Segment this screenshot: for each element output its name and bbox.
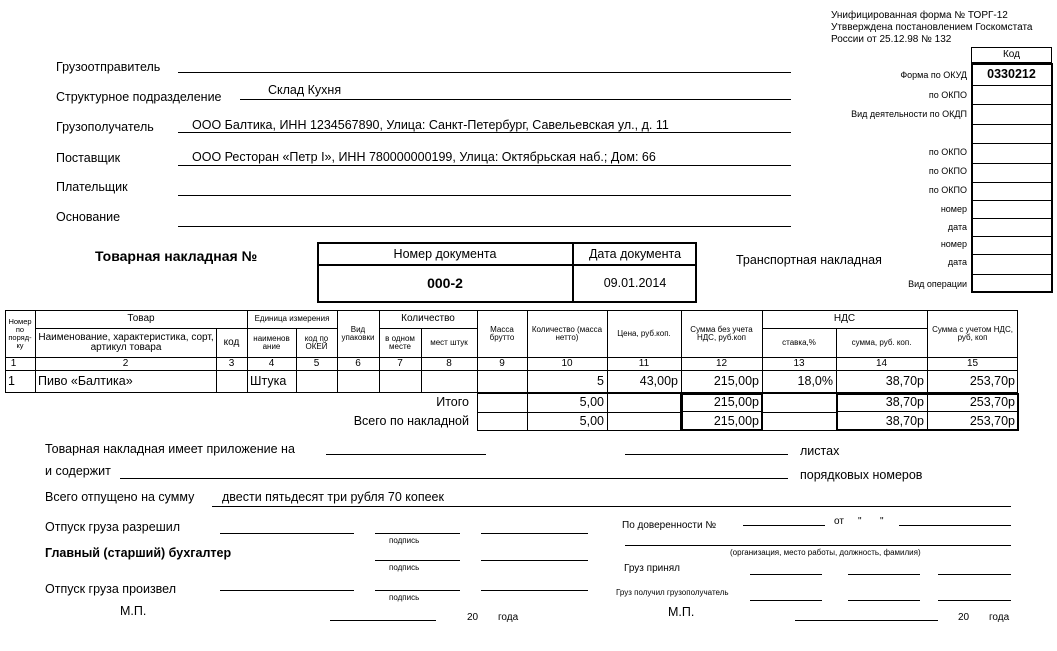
okud-label: Форма по ОКУД (900, 70, 967, 80)
appendix-field[interactable] (326, 454, 486, 455)
doc-number-label: Номер документа (393, 247, 497, 261)
th-qty-places: мест штук (430, 337, 468, 347)
th-unit-name: наименов ание (253, 333, 290, 351)
payer-label: Плательщик (56, 180, 128, 194)
row-vat: 38,70р (885, 374, 924, 389)
itogo-vat: 38,70р (885, 395, 924, 410)
th-vat-rate: ставка,% (782, 337, 816, 347)
th-sum-novat: Сумма без учета НДС, руб.коп (690, 324, 753, 342)
consignee-value: ООО Балтика, ИНН 1234567890, Улица: Санкт-Петербург, Савельевская ул., д. 11 (192, 118, 669, 132)
produced-position-field[interactable] (220, 590, 354, 591)
vsego-total: 253,70р (969, 414, 1015, 429)
col-number: 6 (355, 358, 361, 369)
th-goods-name: Наименование, характеристика, сорт, артикул товара (38, 331, 214, 353)
col-number: 11 (638, 358, 650, 369)
code-label: номер (940, 239, 967, 249)
proxy-org-field[interactable] (625, 545, 1011, 546)
accepted-position-field[interactable] (750, 574, 822, 575)
th-num: Номер по поряд-ку (8, 317, 32, 350)
division-label: Структурное подразделение (56, 90, 222, 104)
allowed-position-field[interactable] (220, 533, 354, 534)
accepted-signature-field[interactable] (848, 574, 920, 575)
th-vat: НДС (833, 313, 856, 325)
col-number: 3 (228, 358, 235, 369)
received-name-field[interactable] (938, 600, 1011, 601)
signature-hint: подпись (389, 593, 420, 602)
code-label: по ОКПО (928, 90, 967, 100)
vsego-label: Всего по накладной (353, 414, 469, 428)
ordinal-label: порядковых номеров (800, 468, 923, 482)
doc-number: 000-2 (427, 275, 463, 291)
proxy-label: По доверенности № (622, 520, 717, 531)
vsego-vat: 38,70р (885, 414, 924, 429)
itogo-total: 253,70р (969, 395, 1015, 410)
produced-signature-field[interactable] (375, 590, 460, 591)
quote-close: " (880, 516, 884, 527)
supplier-value: ООО Ресторан «Петр I», ИНН 780000000199, Улица: Октябрьская наб.; Дом: 66 (192, 150, 656, 164)
year-suffix-right: года (989, 612, 1010, 623)
row-sum: 215,00р (713, 374, 759, 389)
row-num: 1 (8, 374, 15, 389)
mp-right: М.П. (668, 605, 695, 619)
allowed-label: Отпуск груза разрешил (45, 520, 180, 534)
mp-left: М.П. (120, 604, 147, 618)
code-label: по ОКПО (928, 185, 967, 195)
received-position-field[interactable] (750, 600, 822, 601)
form-line1: Унифицированная форма № ТОРГ-12 (831, 10, 1008, 21)
code-label: номер (940, 204, 967, 214)
col-number: 15 (966, 358, 979, 369)
okud-value: 0330212 (987, 67, 1036, 81)
supplier-label: Поставщик (56, 151, 121, 165)
contains-label: и содержит (45, 464, 111, 478)
transport-label: Транспортная накладная (736, 253, 882, 267)
accepted-label: Груз принял (624, 563, 681, 574)
col-number: 2 (122, 358, 129, 369)
doc-date-label: Дата документа (588, 247, 682, 261)
accountant-label: Главный (старший) бухгалтер (45, 546, 232, 560)
form-line3: России от 25.12.98 № 132 (831, 34, 952, 45)
row-unit: Штука (250, 374, 287, 389)
th-gross: Масса брутто (489, 324, 515, 342)
code-label: по ОКПО (928, 147, 967, 157)
row-total: 253,70р (969, 374, 1015, 389)
form-line2: Утвверждена постановлением Госкомстата (831, 22, 1033, 33)
division-value: Склад Кухня (268, 83, 342, 97)
payer-field[interactable] (178, 195, 791, 196)
itogo-net: 5,00 (579, 395, 604, 410)
th-total: Сумма с учетом НДС, руб, коп (932, 324, 1013, 342)
released-sum-value: двести пятьдесят три рубля 70 копеек (222, 490, 444, 504)
year-prefix-left: 20 (467, 612, 479, 623)
col-number: 14 (875, 358, 888, 369)
signature-hint: подпись (389, 536, 420, 545)
shipper-field[interactable] (178, 72, 791, 73)
contains-field[interactable] (120, 478, 788, 479)
itogo-sum: 215,00р (713, 395, 759, 410)
accountant-name-field[interactable] (481, 560, 588, 561)
appendix-label: Товарная накладная имеет приложение на (45, 442, 295, 456)
accepted-name-field[interactable] (938, 574, 1011, 575)
quote-open: " (858, 516, 862, 527)
codes-box (971, 63, 1053, 293)
proxy-date-field[interactable] (899, 525, 1011, 526)
code-label: по ОКПО (928, 166, 967, 176)
row-rate: 18,0% (797, 374, 833, 389)
col-number: 12 (715, 358, 728, 369)
signature-hint: подпись (389, 563, 420, 572)
doc-date: 09.01.2014 (603, 276, 667, 290)
row-net: 5 (597, 374, 604, 389)
received-signature-field[interactable] (848, 600, 920, 601)
year-prefix-right: 20 (958, 612, 970, 623)
col-number: 1 (10, 358, 17, 369)
code-label: Вид операции (908, 279, 967, 289)
year-suffix-left: года (498, 612, 519, 623)
col-number: 4 (268, 358, 275, 369)
itogo-label: Итого (436, 395, 469, 409)
basis-label: Основание (56, 210, 121, 224)
th-price: Цена, руб.коп. (617, 328, 671, 338)
th-goods: Товар (127, 313, 155, 325)
allowed-name-field[interactable] (481, 533, 588, 534)
doc-title: Товарная накладная № (95, 248, 258, 264)
org-hint: (организация, место работы, должность, фамилия) (730, 548, 921, 557)
row-price: 43,00р (639, 374, 678, 389)
codes-header: Код (1002, 49, 1020, 60)
th-vat-sum: сумма, руб. коп. (851, 337, 912, 347)
proxy-number-field[interactable] (743, 525, 825, 526)
col-number: 10 (561, 358, 573, 369)
basis-field[interactable] (178, 226, 791, 227)
th-net: Количество (масса нетто) (531, 324, 603, 342)
produced-name-field[interactable] (481, 590, 588, 591)
produced-label: Отпуск груза произвел (45, 582, 177, 596)
col-number: 13 (793, 358, 805, 369)
date-left-field[interactable] (330, 620, 436, 621)
consignee-label: Грузополучатель (56, 120, 154, 134)
th-unit-okei: код по ОКЕЙ (304, 333, 329, 351)
allowed-signature-field[interactable] (375, 533, 460, 534)
th-unit: Единица измерения (254, 314, 330, 324)
shipper-label: Грузоотправитель (56, 60, 161, 74)
proxy-from: от (834, 516, 844, 527)
code-label: дата (947, 222, 967, 232)
th-qty: Количество (401, 313, 455, 325)
date-right-field[interactable] (795, 620, 938, 621)
vsego-sum: 215,00р (713, 414, 759, 429)
released-sum-label: Всего отпущено на сумму (45, 490, 195, 504)
code-label: дата (947, 257, 967, 267)
col-number: 7 (397, 358, 403, 369)
code-label: Вид деятельности по ОКДП (851, 109, 967, 119)
col-number: 8 (446, 358, 452, 369)
received-label: Груз получил грузополучатель (616, 588, 729, 597)
th-goods-code: код (223, 336, 240, 348)
th-pack: Вид упаковки (341, 324, 375, 342)
vsego-net: 5,00 (579, 414, 604, 429)
accountant-signature-field[interactable] (375, 560, 460, 561)
col-number: 5 (313, 358, 320, 369)
row-name: Пиво «Балтика» (38, 374, 133, 389)
th-qty-one: в одном месте (385, 333, 415, 351)
sheets-label: листах (800, 444, 840, 458)
col-number: 9 (499, 358, 505, 369)
